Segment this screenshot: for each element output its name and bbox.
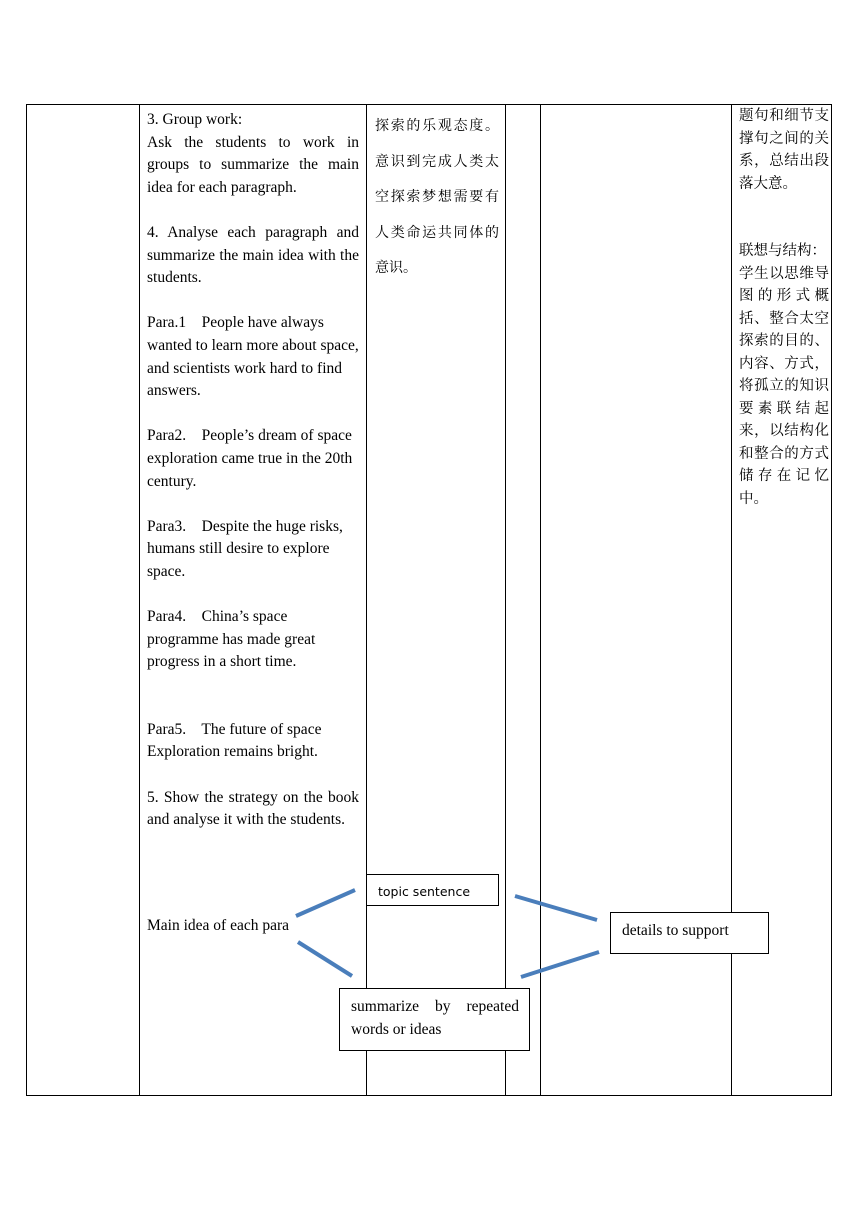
purpose-cell: 探索的乐观态度。意识到完成人类太空探索梦想需要有人类命运共同体的意识。 bbox=[375, 118, 499, 276]
design-intent-body: 学生以思维导图的形式概括、整合太空探索的目的、内容、方式，将孤立的知识要素联结起来，以结构化和整合的方式储存在记忆中。 bbox=[739, 265, 829, 507]
connector-line bbox=[521, 952, 599, 977]
summarize-box: summarize by repeated words or ideas bbox=[339, 988, 530, 1051]
step4-text: 4. Analyse each paragraph and summarize the main idea with the students. bbox=[147, 223, 359, 287]
step3-title: 3. Group work: bbox=[147, 111, 243, 128]
para3-summary: Para3. Despite the huge risks, humans still desire to explore space. bbox=[147, 517, 343, 580]
details-box: details to support bbox=[610, 912, 769, 954]
design-intent-heading: 联想与结构： bbox=[739, 243, 826, 259]
design-intent-top: 题句和细节支撑句之间的关系，总结出段落大意。 bbox=[739, 108, 829, 192]
connector-line bbox=[515, 896, 597, 920]
para2-summary: Para2. People’s dream of space exploration came true in the 20th century. bbox=[147, 427, 353, 490]
step5-text: 5. Show the strategy on the book and analyse it with the students. bbox=[147, 788, 359, 829]
topic-sentence-box: topic sentence bbox=[366, 874, 499, 906]
connector-line bbox=[296, 890, 355, 916]
connector-line bbox=[298, 942, 352, 976]
mind-map-center-label: Main idea of each para bbox=[147, 917, 290, 934]
para5-summary: Para5. The future of space Exploration remains bright. bbox=[147, 720, 322, 761]
step3-body: Ask the students to work in groups to summarize the main idea for each paragraph. bbox=[147, 133, 359, 196]
para1-summary: Para.1 People have always wanted to learn more about space, and scientists work hard to find answers. bbox=[147, 314, 359, 400]
para4-summary: Para4. China’s space programme has made great progress in a short time. bbox=[147, 608, 316, 671]
